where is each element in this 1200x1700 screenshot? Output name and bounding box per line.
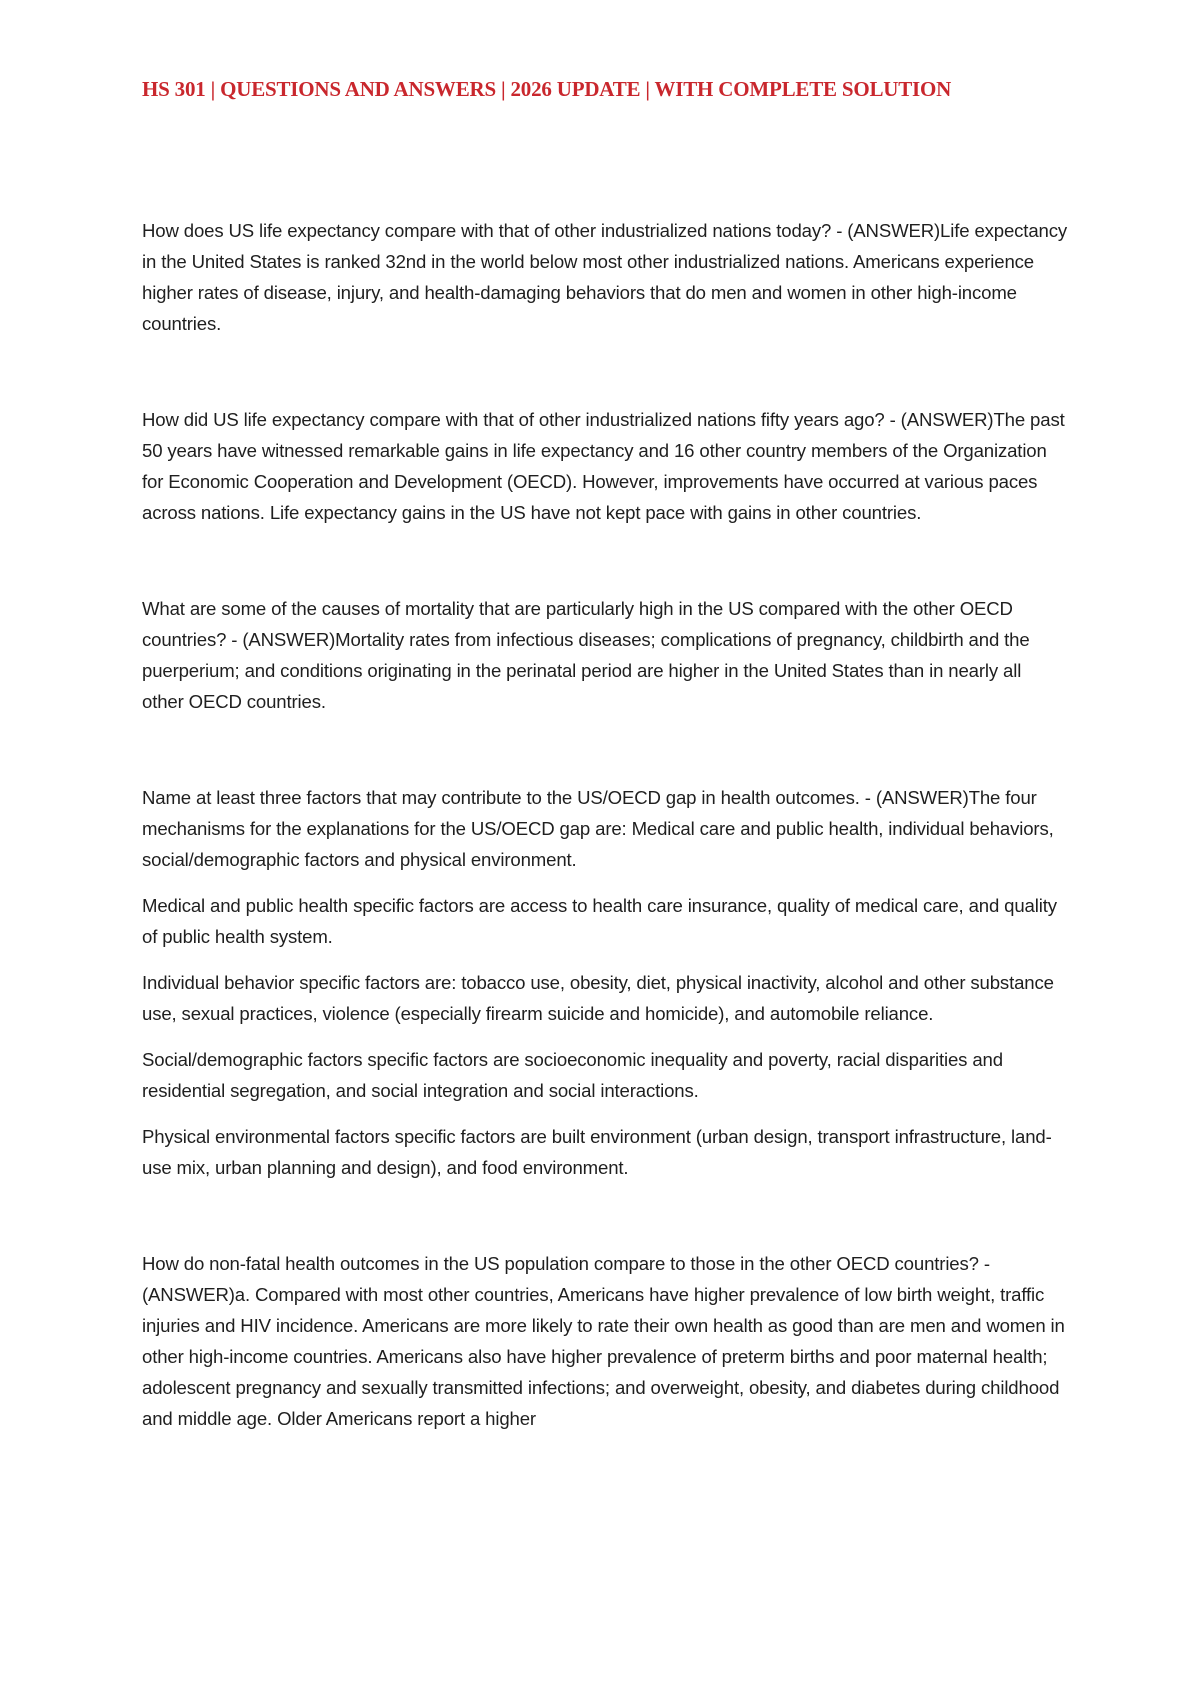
qa-item-gap-factors xyxy=(142,782,1067,1183)
qa-paragraph: How did US life expectancy compare with that of other industrialized nations fifty years ago? - (ANSWER)The past 50 years have witnessed remarkable gains in life expectancy and 16 other country members of the Organization for Economic Cooperation and Development (OECD). However, improvements have occurred at various paces across nations. Life expectancy gains in the US have not kept pace with gains in other countries. xyxy=(142,409,1065,523)
qa-paragraph: Medical and public health specific factors are access to health care insurance, quality of medical care, and quality of public health system. xyxy=(142,895,1057,947)
qa-paragraph: What are some of the causes of mortality that are particularly high in the US compared with the other OECD countries? - (ANSWER)Mortality rates from infectious diseases; complications of pregnancy, childbirth and the puerperium; and conditions originating in the perinatal period are higher in the United States than in nearly all other OECD countries. xyxy=(142,598,1030,712)
qa-item-life-expectancy-fifty-years-ago xyxy=(142,404,1067,528)
qa-item-life-expectancy-today xyxy=(142,215,1067,339)
qa-paragraph: How does US life expectancy compare with that of other industrialized nations today? - (ANSWER)Life expectancy in the United States is ranked 32nd in the world below most other industrialized nations. Americans experience higher rates of disease, injury, and health-damaging behaviors that do men and women in other high-income countries. xyxy=(142,220,1067,334)
qa-paragraph: Social/demographic factors specific factors are socioeconomic inequality and poverty, racial disparities and residential segregation, and social integration and social interactions. xyxy=(142,1049,1003,1101)
qa-item-non-fatal-outcomes xyxy=(142,1248,1067,1434)
document-title: HS 301 | QUESTIONS AND ANSWERS | 2026 UPDATE | WITH COMPLETE SOLUTION xyxy=(142,77,952,101)
qa-paragraph: Name at least three factors that may contribute to the US/OECD gap in health outcomes. - (ANSWER)The four mechanisms for the explanations for the US/OECD gap are: Medical care and public health, individual behaviors, social/demographic factors and physical environment. xyxy=(142,787,1054,870)
qa-paragraph: Physical environmental factors specific factors are built environment (urban design, transport infrastructure, land-use mix, urban planning and design), and food environment. xyxy=(142,1126,1052,1178)
qa-paragraph: How do non-fatal health outcomes in the US population compare to those in the other OECD countries? - (ANSWER)a. Compared with most other countries, Americans have higher prevalence of low birth weight, traffic injuries and HIV incidence. Americans are more likely to rate their own health as good than are men and women in other high-income countries. Americans also have higher prevalence of preterm births and poor maternal health; adolescent pregnancy and sexually transmitted infections; and overweight, obesity, and diabetes during childhood and middle age. Older Americans report a higher xyxy=(142,1253,1065,1429)
qa-item-causes-of-mortality xyxy=(142,593,1067,717)
qa-paragraph: Individual behavior specific factors are: tobacco use, obesity, diet, physical inactivity, alcohol and other substance use, sexual practices, violence (especially firearm suicide and homicide), and automobile reliance. xyxy=(142,972,1054,1024)
document-body xyxy=(142,215,1067,1434)
